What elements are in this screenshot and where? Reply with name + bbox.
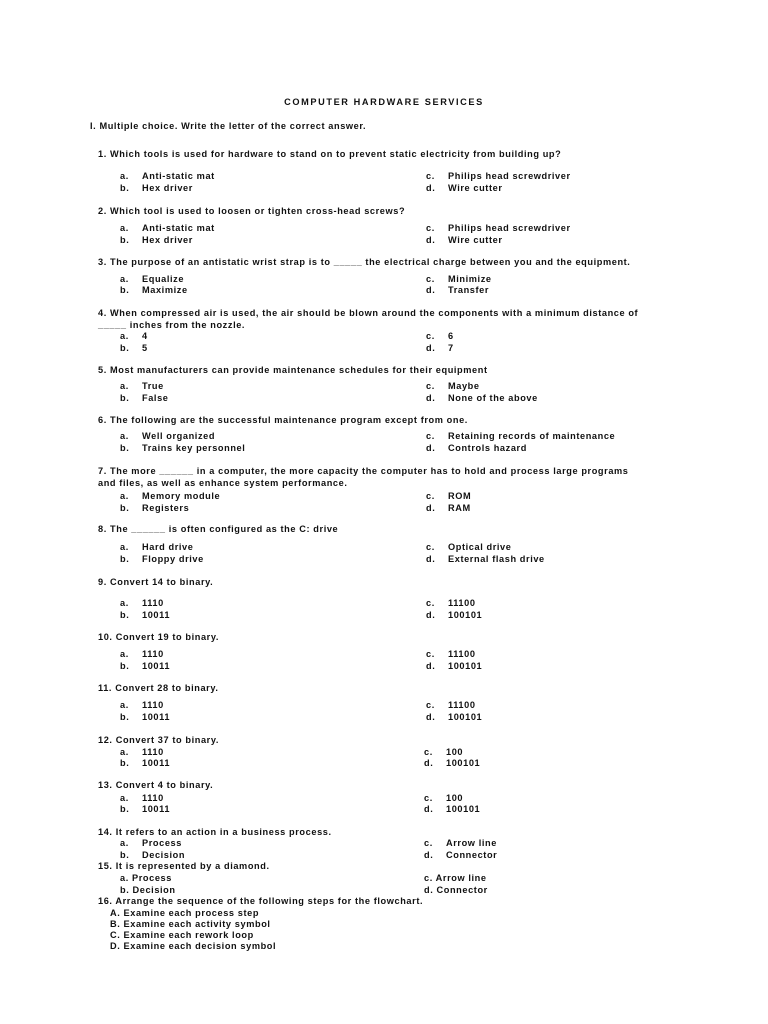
option-text: Process xyxy=(142,838,182,848)
option-text: Anti-static mat xyxy=(142,171,215,181)
option-text: Retaining records of maintenance xyxy=(448,431,616,441)
answer-option xyxy=(426,183,503,193)
option-text: 7 xyxy=(448,343,454,353)
option-letter: c. xyxy=(426,598,435,608)
question-9-text: 9. Convert 14 to binary. xyxy=(98,577,214,587)
answer-option xyxy=(120,610,170,620)
option-letter: d. xyxy=(426,712,436,722)
answer-option xyxy=(424,873,487,883)
answer-option xyxy=(426,610,482,620)
option-text: 10011 xyxy=(142,712,171,722)
answer-option xyxy=(424,793,463,803)
option-letter: a. xyxy=(120,491,129,501)
option-letter: d. xyxy=(426,183,436,193)
option-letter: a. xyxy=(120,542,129,552)
question-6-text: 6. The following are the successful maintenance program except from one. xyxy=(98,415,468,425)
option-letter: a. xyxy=(120,598,129,608)
option-letter: a. xyxy=(120,381,129,391)
answer-option xyxy=(426,171,571,181)
option-text: Optical drive xyxy=(448,542,512,552)
option-letter: b. xyxy=(120,343,130,353)
option-letter: d. xyxy=(426,443,436,453)
option-letter: a. xyxy=(120,331,129,341)
option-letter: b. xyxy=(120,393,130,403)
option-letter: a. xyxy=(120,838,129,848)
answer-option xyxy=(426,712,482,722)
answer-option xyxy=(120,285,188,295)
answer-option xyxy=(424,758,480,768)
answer-option xyxy=(424,804,480,814)
option-letter: d. xyxy=(424,850,434,860)
question-14-text: 14. It refers to an action in a business process. xyxy=(98,827,332,837)
answer-option xyxy=(120,431,215,441)
option-text: 100101 xyxy=(448,661,483,671)
option-letter: d. xyxy=(426,393,436,403)
answer-option xyxy=(426,661,482,671)
option-text: Wire cutter xyxy=(448,235,503,245)
option-text: Philips head screwdriver xyxy=(448,171,571,181)
option-letter: b. xyxy=(120,758,130,768)
option-text: Trains key personnel xyxy=(142,443,246,453)
answer-option xyxy=(426,393,538,403)
answer-option xyxy=(426,381,480,391)
option-letter: b. xyxy=(120,661,130,671)
option-text: ROM xyxy=(448,491,472,501)
option-letter: a. xyxy=(120,649,129,659)
option-text: c. Arrow line xyxy=(424,873,487,883)
option-letter: c. xyxy=(426,274,435,284)
option-text: Controls hazard xyxy=(448,443,527,453)
option-text: b. Decision xyxy=(120,885,176,895)
option-text: Decision xyxy=(142,850,186,860)
question-4-text: _____ inches from the nozzle. xyxy=(98,320,246,330)
option-text: True xyxy=(142,381,164,391)
answer-option xyxy=(120,758,170,768)
question-4-text: 4. When compressed air is used, the air should be blown around the components with a minimum distance of xyxy=(98,308,639,318)
option-letter: b. xyxy=(120,850,130,860)
option-text: Anti-static mat xyxy=(142,223,215,233)
question-5-text: 5. Most manufacturers can provide maintenance schedules for their equipment xyxy=(98,365,488,375)
option-text: 1110 xyxy=(142,747,164,757)
answer-option xyxy=(426,700,476,710)
option-text: External flash drive xyxy=(448,554,545,564)
answer-option xyxy=(120,343,148,353)
answer-option xyxy=(120,598,164,608)
answer-option xyxy=(426,223,571,233)
answer-option xyxy=(120,661,170,671)
question-15-text: 15. It is represented by a diamond. xyxy=(98,861,270,871)
option-text: Philips head screwdriver xyxy=(448,223,571,233)
option-text: a. Process xyxy=(120,873,172,883)
answer-option xyxy=(120,443,245,453)
answer-option xyxy=(426,542,511,552)
option-letter: d. xyxy=(426,554,436,564)
option-text: 100101 xyxy=(446,804,481,814)
answer-option xyxy=(426,649,476,659)
option-letter: c. xyxy=(426,431,435,441)
option-letter: c. xyxy=(426,700,435,710)
option-text: 5 xyxy=(142,343,148,353)
option-text: Transfer xyxy=(448,285,490,295)
answer-option xyxy=(120,700,164,710)
option-letter: d. xyxy=(426,503,436,513)
option-text: 1110 xyxy=(142,649,164,659)
answer-option xyxy=(120,171,215,181)
option-letter: c. xyxy=(424,838,433,848)
answer-option xyxy=(120,331,148,341)
answer-option xyxy=(120,503,189,513)
option-text: Floppy drive xyxy=(142,554,204,564)
option-text: 1110 xyxy=(142,793,164,803)
option-letter: a. xyxy=(120,747,129,757)
option-letter: b. xyxy=(120,235,130,245)
answer-option xyxy=(120,793,164,803)
option-letter: a. xyxy=(120,171,129,181)
answer-option xyxy=(120,274,184,284)
option-letter: c. xyxy=(426,171,435,181)
answer-option xyxy=(120,235,193,245)
option-letter: d. xyxy=(426,285,436,295)
option-letter: b. xyxy=(120,503,130,513)
option-text: Hard drive xyxy=(142,542,194,552)
option-text: Maximize xyxy=(142,285,188,295)
option-text: Registers xyxy=(142,503,190,513)
answer-option xyxy=(120,747,164,757)
answer-option xyxy=(426,274,492,284)
answer-option xyxy=(120,804,170,814)
option-letter: a. xyxy=(120,223,129,233)
option-text: 1110 xyxy=(142,700,164,710)
option-letter: b. xyxy=(120,554,130,564)
option-letter: c. xyxy=(426,491,435,501)
answer-option xyxy=(120,381,164,391)
option-text: Memory module xyxy=(142,491,221,501)
answer-option xyxy=(424,850,497,860)
answer-option xyxy=(120,542,193,552)
option-text: Hex driver xyxy=(142,183,193,193)
option-text: 11100 xyxy=(448,598,476,608)
option-letter: b. xyxy=(120,804,130,814)
flowchart-step: D. Examine each decision symbol xyxy=(110,941,277,951)
answer-option xyxy=(426,331,454,341)
option-letter: c. xyxy=(424,747,433,757)
option-text: 1110 xyxy=(142,598,164,608)
answer-option xyxy=(426,235,503,245)
flowchart-step: C. Examine each rework loop xyxy=(110,930,254,940)
answer-option xyxy=(120,850,185,860)
answer-option xyxy=(120,885,176,895)
answer-option xyxy=(120,554,204,564)
option-text: 100 xyxy=(446,747,464,757)
question-2-text: 2. Which tool is used to loosen or tighten cross-head screws? xyxy=(98,206,406,216)
option-letter: b. xyxy=(120,610,130,620)
answer-option xyxy=(426,285,489,295)
option-letter: b. xyxy=(120,183,130,193)
instruction-text: I. Multiple choice. Write the letter of the correct answer. xyxy=(90,121,367,131)
question-13-text: 13. Convert 4 to binary. xyxy=(98,780,214,790)
option-text: Arrow line xyxy=(446,838,497,848)
option-text: Wire cutter xyxy=(448,183,503,193)
answer-option xyxy=(120,393,169,403)
answer-option xyxy=(120,649,164,659)
option-text: False xyxy=(142,393,169,403)
option-text: 6 xyxy=(448,331,454,341)
option-text: Connector xyxy=(446,850,498,860)
answer-option xyxy=(424,838,497,848)
option-letter: c. xyxy=(424,793,433,803)
option-text: Equalize xyxy=(142,274,185,284)
answer-option xyxy=(120,873,172,883)
option-letter: d. xyxy=(426,343,436,353)
question-10-text: 10. Convert 19 to binary. xyxy=(98,632,220,642)
flowchart-step: A. Examine each process step xyxy=(110,908,260,918)
option-letter: c. xyxy=(426,649,435,659)
option-text: 11100 xyxy=(448,649,476,659)
question-16-text: 16. Arrange the sequence of the following steps for the flowchart. xyxy=(98,896,424,906)
option-letter: b. xyxy=(120,712,130,722)
answer-option xyxy=(426,598,476,608)
option-text: Well organized xyxy=(142,431,216,441)
answer-option xyxy=(120,491,220,501)
question-11-text: 11. Convert 28 to binary. xyxy=(98,683,219,693)
answer-option xyxy=(424,747,463,757)
answer-option xyxy=(426,343,454,353)
option-text: 4 xyxy=(142,331,148,341)
option-text: 10011 xyxy=(142,758,171,768)
answer-option xyxy=(426,443,527,453)
question-8-text: 8. The ______ is often configured as the C: drive xyxy=(98,524,339,534)
option-text: 100 xyxy=(446,793,464,803)
option-text: 11100 xyxy=(448,700,476,710)
answer-option xyxy=(426,431,615,441)
answer-option xyxy=(120,838,182,848)
answer-option xyxy=(120,223,215,233)
answer-option xyxy=(426,491,471,501)
question-7-text: 7. The more ______ in a computer, the more capacity the computer has to hold and process large programs xyxy=(98,466,629,476)
option-letter: a. xyxy=(120,700,129,710)
option-text: None of the above xyxy=(448,393,538,403)
answer-option xyxy=(120,712,170,722)
option-letter: b. xyxy=(120,285,130,295)
option-letter: b. xyxy=(120,443,130,453)
option-letter: c. xyxy=(426,223,435,233)
option-text: RAM xyxy=(448,503,471,513)
option-letter: a. xyxy=(120,431,129,441)
option-letter: d. xyxy=(426,610,436,620)
answer-option xyxy=(424,885,488,895)
question-12-text: 12. Convert 37 to binary. xyxy=(98,735,220,745)
option-letter: a. xyxy=(120,793,129,803)
question-7-text: and files, as well as enhance system performance. xyxy=(98,478,348,488)
flowchart-step: B. Examine each activity symbol xyxy=(110,919,271,929)
option-text: 100101 xyxy=(448,712,483,722)
option-letter: c. xyxy=(426,542,435,552)
page-title: COMPUTER HARDWARE SERVICES xyxy=(284,97,484,107)
option-text: Minimize xyxy=(448,274,492,284)
option-text: 10011 xyxy=(142,804,171,814)
option-letter: c. xyxy=(426,331,435,341)
option-text: Hex driver xyxy=(142,235,193,245)
option-text: 100101 xyxy=(448,610,483,620)
option-text: Maybe xyxy=(448,381,480,391)
option-letter: a. xyxy=(120,274,129,284)
question-1-text: 1. Which tools is used for hardware to stand on to prevent static electricity from building up? xyxy=(98,149,562,159)
answer-option xyxy=(120,183,193,193)
option-letter: d. xyxy=(426,235,436,245)
option-letter: d. xyxy=(426,661,436,671)
option-text: 10011 xyxy=(142,610,171,620)
option-text: 100101 xyxy=(446,758,481,768)
option-letter: d. xyxy=(424,758,434,768)
question-3-text: 3. The purpose of an antistatic wrist strap is to _____ the electrical charge between you and the equipment. xyxy=(98,257,631,267)
answer-option xyxy=(426,554,545,564)
option-text: 10011 xyxy=(142,661,171,671)
option-letter: d. xyxy=(424,804,434,814)
option-letter: c. xyxy=(426,381,435,391)
answer-option xyxy=(426,503,471,513)
option-text: d. Connector xyxy=(424,885,488,895)
